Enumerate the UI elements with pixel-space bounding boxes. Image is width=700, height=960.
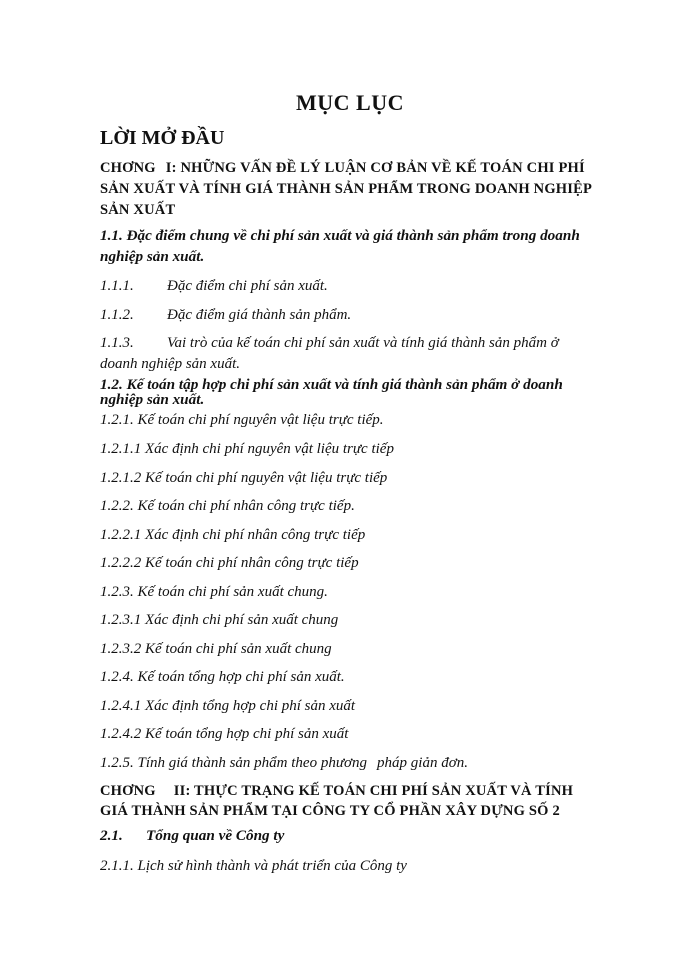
item-1-2-5-part2: pháp giản đơn. bbox=[377, 755, 468, 771]
toc-item: 1.2.3.2 Kế toán chi phí sản xuất chung bbox=[100, 641, 332, 657]
item-1-2-5-part1: 1.2.5. Tính giá thành sản phẩm theo phương bbox=[100, 755, 368, 771]
item-1-1-3-continued: doanh nghiệp sản xuất. bbox=[100, 356, 240, 372]
toc-item: 1.2.4. Kế toán tổng hợp chi phí sản xuất. bbox=[100, 669, 345, 685]
section-1-2-line2: nghiệp sản xuất. bbox=[100, 391, 205, 408]
section-2-1-text: Tổng quan về Công ty bbox=[146, 827, 285, 844]
intro-heading: LỜI MỞ ĐẦU bbox=[100, 127, 225, 149]
item-1-1-2 bbox=[100, 307, 351, 324]
page-title: MỤC LỤC bbox=[296, 90, 404, 115]
item-2-1-1: 2.1.1. Lịch sử hình thành và phát triển của Công ty bbox=[100, 858, 407, 874]
chapter2-line1 bbox=[100, 784, 573, 800]
item-1-1-2-number: 1.1.2. bbox=[100, 307, 134, 323]
toc-item: 1.2.1.1 Xác định chi phí nguyên vật liệu trực tiếp bbox=[100, 441, 394, 457]
toc-item: 1.2.2.2 Kế toán chi phí nhân công trực tiếp bbox=[100, 555, 359, 571]
toc-item: 1.2.3.1 Xác định chi phí sản xuất chung bbox=[100, 612, 339, 628]
item-1-2-5 bbox=[100, 755, 468, 772]
toc-item: 1.2.1.2 Kế toán chi phí nguyên vật liệu trực tiếp bbox=[100, 470, 388, 486]
item-1-1-1 bbox=[100, 278, 328, 295]
section-2-1-number: 2.1. bbox=[100, 827, 123, 844]
toc-item: 1.2.3. Kế toán chi phí sản xuất chung. bbox=[100, 584, 328, 600]
chapter1-line1 bbox=[100, 161, 585, 177]
item-1-1-3-number: 1.1.3. bbox=[100, 335, 134, 351]
item-1-1-3-text: Vai trò của kế toán chi phí sản xuất và tính giá thành sản phẩm ở bbox=[167, 335, 559, 351]
toc-item: 1.2.2.1 Xác định chi phí nhân công trực tiếp bbox=[100, 527, 366, 543]
chapter1-line2: SẢN XUẤT VÀ TÍNH GIÁ THÀNH SẢN PHẨM TRONG DOANH NGHIỆP bbox=[100, 181, 593, 197]
item-1-1-2-text: Đặc điểm giá thành sản phẩm. bbox=[167, 307, 352, 323]
item-1-1-1-number: 1.1.1. bbox=[100, 278, 134, 294]
section-2-1 bbox=[100, 828, 284, 845]
section-1-1-line2: nghiệp sản xuất. bbox=[100, 248, 205, 265]
chapter1-line3: SẢN XUẤT bbox=[100, 202, 176, 218]
item-1-1-1-text: Đặc điểm chi phí sản xuất. bbox=[167, 278, 328, 294]
toc-item: 1.2.4.1 Xác định tổng hợp chi phí sản xuất bbox=[100, 698, 356, 714]
chapter1-title-line1: I: NHỮNG VẤN ĐỀ LÝ LUẬN CƠ BẢN VỀ KẾ TOÁN CHI PHÍ bbox=[165, 160, 585, 176]
section-1-1-line1: 1.1. Đặc điểm chung về chi phí sản xuất và giá thành sản phẩm trong doanh bbox=[100, 227, 580, 244]
toc-item: 1.2.2. Kế toán chi phí nhân công trực tiếp. bbox=[100, 498, 355, 514]
item-1-1-3 bbox=[100, 335, 559, 352]
toc-item: 1.2.1. Kế toán chi phí nguyên vật liệu trực tiếp. bbox=[100, 412, 384, 428]
chapter2-label: CHƠNG bbox=[100, 783, 156, 799]
section-1-2-line1: 1.2. Kế toán tập hợp chi phí sản xuất và tính giá thành sản phẩm ở doanh bbox=[100, 376, 563, 393]
chapter1-label: CHƠNG bbox=[100, 160, 156, 176]
chapter2-title-line1: II: THỰC TRẠNG KẾ TOÁN CHI PHÍ SẢN XUẤT VÀ TÍNH bbox=[173, 783, 574, 799]
chapter2-line2: GIÁ THÀNH SẢN PHẨM TẠI CÔNG TY CỔ PHẦN XÂY DỰNG SỐ 2 bbox=[100, 803, 560, 819]
toc-item: 1.2.4.2 Kế toán tổng hợp chi phí sản xuất bbox=[100, 726, 349, 742]
